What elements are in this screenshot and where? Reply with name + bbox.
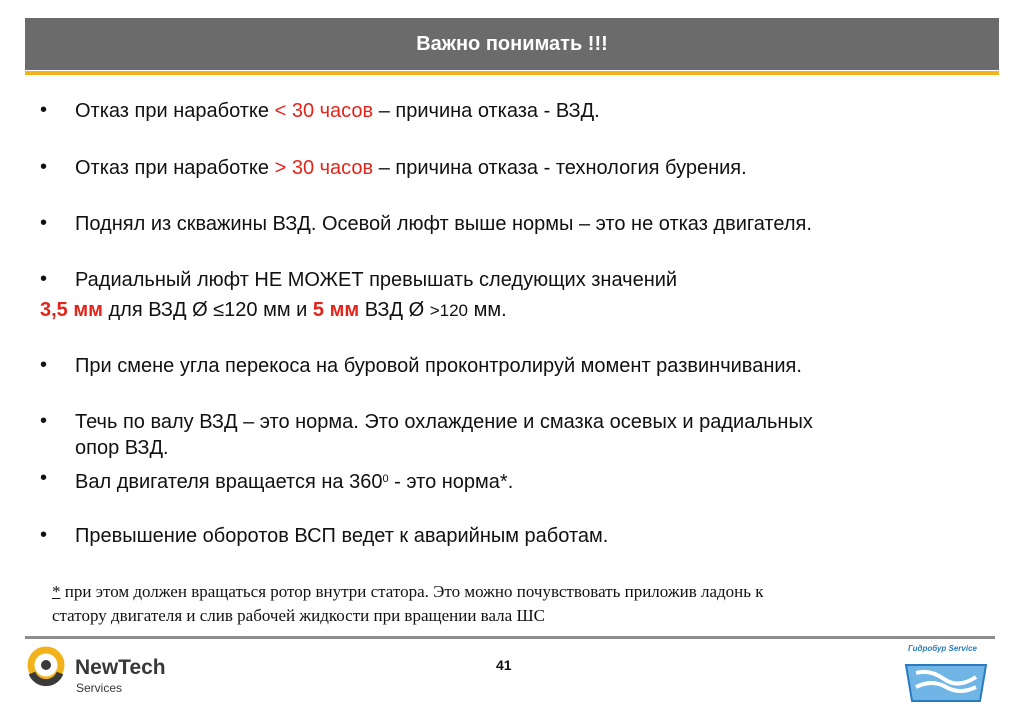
list-item: Поднял из скважины ВЗД. Осевой люфт выше нормы – это не отказ двигателя. <box>75 213 812 235</box>
footnote: * при этом должен вращаться ротор внутри статора. Это можно почувствовать приложив ладонь к статору двигателя и слив рабочей жидкости при вращении вала ШС <box>52 582 764 625</box>
logo-subtitle: Services <box>76 681 123 695</box>
list-item: Отказ при наработке > 30 часов – причина отказа - технология бурения. <box>75 157 747 179</box>
bullet-icon: • <box>40 212 48 234</box>
slide-title: Важно понимать !!! <box>416 32 608 55</box>
limit-value-large: 5 мм <box>312 299 360 321</box>
list-item: Вал двигателя вращается на $360^0$ - это норма*. <box>75 471 514 493</box>
slide-header <box>25 18 999 70</box>
radial-limits-line: 3,5 мм для ВЗД Ø ≤120 мм и 5 мм ВЗД Ø >120 мм. <box>40 299 507 321</box>
list-item: При смене угла перекоса на буровой проконтролируй момент развинчивания. <box>75 355 802 377</box>
bullet-icon: • <box>40 410 48 432</box>
list-item: Течь по валу ВЗД – это норма. Это охлаждение и смазка осевых и радиальных опор ВЗД. <box>75 411 813 459</box>
bullet-icon: • <box>40 268 48 290</box>
threshold-highlight: > 30 часов <box>274 157 374 179</box>
list-item: Превышение оборотов ВСП ведет к аварийным работам. <box>75 525 609 547</box>
page-number: 41 <box>496 657 512 673</box>
header-accent-line <box>25 71 999 75</box>
threshold-highlight: < 30 часов <box>274 100 374 122</box>
bullet-icon: • <box>40 99 48 121</box>
footnote-marker: * <box>52 582 61 601</box>
logo-name: NewTech <box>75 656 166 679</box>
list-item: Отказ при наработке < 30 часов – причина отказа - ВЗД. <box>75 100 600 122</box>
bullet-icon: • <box>40 467 48 489</box>
list-item: Радиальный люфт НЕ МОЖЕТ превышать следующих значений <box>75 269 678 291</box>
brand-name: Гидробур Service <box>908 644 977 653</box>
limit-value-small: 3,5 мм <box>40 299 103 321</box>
footer-divider <box>25 636 995 639</box>
bullet-icon: • <box>40 156 48 178</box>
bullet-icon: • <box>40 524 48 546</box>
bullet-icon: • <box>40 354 48 376</box>
